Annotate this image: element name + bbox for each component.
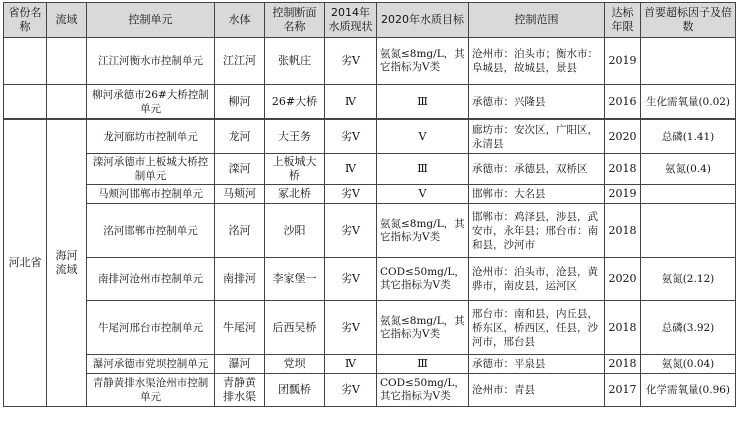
header-province: 省份名称 — [4, 3, 47, 38]
year-cell: 2018 — [605, 355, 641, 374]
header-range: 控制范围 — [469, 3, 605, 38]
factor-cell: 总磷(1.41) — [641, 119, 736, 154]
year-cell: 2018 — [605, 204, 641, 258]
status-cell: 劣Ⅴ — [325, 185, 377, 204]
water-cell: 洺河 — [215, 204, 265, 258]
unit-cell: 江江河衡水市控制单元 — [87, 38, 215, 85]
header-status2014: 2014年水质现状 — [325, 3, 377, 38]
table-row — [4, 38, 736, 85]
year-cell: 2016 — [605, 85, 641, 120]
water-cell: 牛尾河 — [215, 301, 265, 355]
header-factor: 首要超标因子及倍数 — [641, 3, 736, 38]
status-cell: 劣Ⅴ — [325, 258, 377, 301]
section-cell: 后西吴桥 — [265, 301, 325, 355]
range-cell: 沧州市：泊头市；衡水市：阜城县，故城县，景县 — [469, 38, 605, 85]
province-cell-blank-top — [4, 38, 47, 85]
range-cell: 邯郸市：大名县 — [469, 185, 605, 204]
basin-cell: 海河流域 — [47, 119, 87, 407]
target-cell: Ⅴ — [377, 185, 469, 204]
unit-cell: 柳河承德市26#大桥控制单元 — [87, 85, 215, 120]
section-cell: 大王务 — [265, 119, 325, 154]
table-row — [4, 119, 736, 154]
range-cell: 邢台市：南和县，内丘县，桥东区，桥西区，任县，沙河市，邢台县 — [469, 301, 605, 355]
factor-cell: 氨氮(2.12) — [641, 258, 736, 301]
factor-cell — [641, 185, 736, 204]
table-row — [4, 185, 736, 204]
year-cell: 2020 — [605, 258, 641, 301]
status-cell: 劣Ⅴ — [325, 374, 377, 407]
section-cell: 沙阳 — [265, 204, 325, 258]
header-row — [4, 3, 736, 38]
table-row — [4, 301, 736, 355]
status-cell: 劣Ⅴ — [325, 301, 377, 355]
header-basin: 流域 — [47, 3, 87, 38]
factor-cell: 氨氮(0.04) — [641, 355, 736, 374]
target-cell: COD≤50mg/L，其它指标为Ⅴ类 — [377, 258, 469, 301]
water-quality-table — [3, 2, 736, 407]
factor-cell — [641, 204, 736, 258]
header-unit: 控制单元 — [87, 3, 215, 38]
target-cell: 氨氮≤8mg/L，其它指标为Ⅴ类 — [377, 204, 469, 258]
water-cell: 滦河 — [215, 154, 265, 185]
basin-cell-blank-top — [47, 38, 87, 85]
status-cell: 劣Ⅴ — [325, 119, 377, 154]
year-cell: 2018 — [605, 154, 641, 185]
unit-cell: 龙河廊坊市控制单元 — [87, 119, 215, 154]
section-cell: 张帆庄 — [265, 38, 325, 85]
header-section: 控制断面名称 — [265, 3, 325, 38]
status-cell: 劣Ⅴ — [325, 204, 377, 258]
water-cell: 江江河 — [215, 38, 265, 85]
water-cell: 马颊河 — [215, 185, 265, 204]
target-cell: Ⅴ — [377, 119, 469, 154]
unit-cell: 马颊河邯郸市控制单元 — [87, 185, 215, 204]
table-row — [4, 258, 736, 301]
section-cell: 团瓢桥 — [265, 374, 325, 407]
header-water: 水体 — [215, 3, 265, 38]
factor-cell — [641, 38, 736, 85]
water-cell: 南排河 — [215, 258, 265, 301]
section-cell: 党坝 — [265, 355, 325, 374]
status-cell: Ⅳ — [325, 85, 377, 120]
water-cell: 青静黄排水渠 — [215, 374, 265, 407]
unit-cell: 洺河邯郸市控制单元 — [87, 204, 215, 258]
range-cell: 承德市：兴隆县 — [469, 85, 605, 120]
status-cell: Ⅳ — [325, 355, 377, 374]
unit-cell: 牛尾河邢台市控制单元 — [87, 301, 215, 355]
unit-cell: 瀑河承德市党坝控制单元 — [87, 355, 215, 374]
basin-cell-blank-top — [47, 85, 87, 120]
status-cell: Ⅳ — [325, 154, 377, 185]
year-cell: 2019 — [605, 38, 641, 85]
target-cell: Ⅲ — [377, 85, 469, 120]
unit-cell: 青静黄排水渠沧州市控制单元 — [87, 374, 215, 407]
range-cell: 承德市：承德县，双桥区 — [469, 154, 605, 185]
range-cell: 沧州市：青县 — [469, 374, 605, 407]
water-cell: 龙河 — [215, 119, 265, 154]
section-cell: 上板城大桥 — [265, 154, 325, 185]
section-cell: 26#大桥 — [265, 85, 325, 120]
province-cell: 河北省 — [4, 119, 47, 407]
range-cell: 沧州市：泊头市，沧县，黄骅市，南皮县，运河区 — [469, 258, 605, 301]
table-row — [4, 374, 736, 407]
year-cell: 2018 — [605, 301, 641, 355]
range-cell: 廊坊市：安次区，广阳区，永清县 — [469, 119, 605, 154]
factor-cell: 化学需氧量(0.96) — [641, 374, 736, 407]
water-cell: 瀑河 — [215, 355, 265, 374]
table-row — [4, 204, 736, 258]
unit-cell: 滦河承德市上板城大桥控制单元 — [87, 154, 215, 185]
status-cell: 劣Ⅴ — [325, 38, 377, 85]
range-cell: 承德市：平泉县 — [469, 355, 605, 374]
water-cell: 柳河 — [215, 85, 265, 120]
target-cell: COD≤50mg/L，其它指标为Ⅴ类 — [377, 374, 469, 407]
target-cell: 氨氮≤8mg/L，其它指标为Ⅴ类 — [377, 301, 469, 355]
section-cell: 李家堡一 — [265, 258, 325, 301]
year-cell: 2019 — [605, 185, 641, 204]
table-row — [4, 85, 736, 120]
target-cell: Ⅲ — [377, 355, 469, 374]
unit-cell: 南排河沧州市控制单元 — [87, 258, 215, 301]
province-cell-blank-top — [4, 85, 47, 120]
header-years: 达标年限 — [605, 3, 641, 38]
year-cell: 2020 — [605, 119, 641, 154]
target-cell: Ⅲ — [377, 154, 469, 185]
target-cell: 氨氮≤8mg/L，其它指标为Ⅴ类 — [377, 38, 469, 85]
table-row — [4, 154, 736, 185]
header-target2020: 2020年水质目标 — [377, 3, 469, 38]
factor-cell: 总磷(3.92) — [641, 301, 736, 355]
table-row — [4, 355, 736, 374]
year-cell: 2017 — [605, 374, 641, 407]
factor-cell: 氨氮(0.4) — [641, 154, 736, 185]
factor-cell: 生化需氧量(0.02) — [641, 85, 736, 120]
range-cell: 邯郸市：鸡泽县，涉县，武安市，永年县；邢台市：南和县，沙河市 — [469, 204, 605, 258]
section-cell: 冢北桥 — [265, 185, 325, 204]
